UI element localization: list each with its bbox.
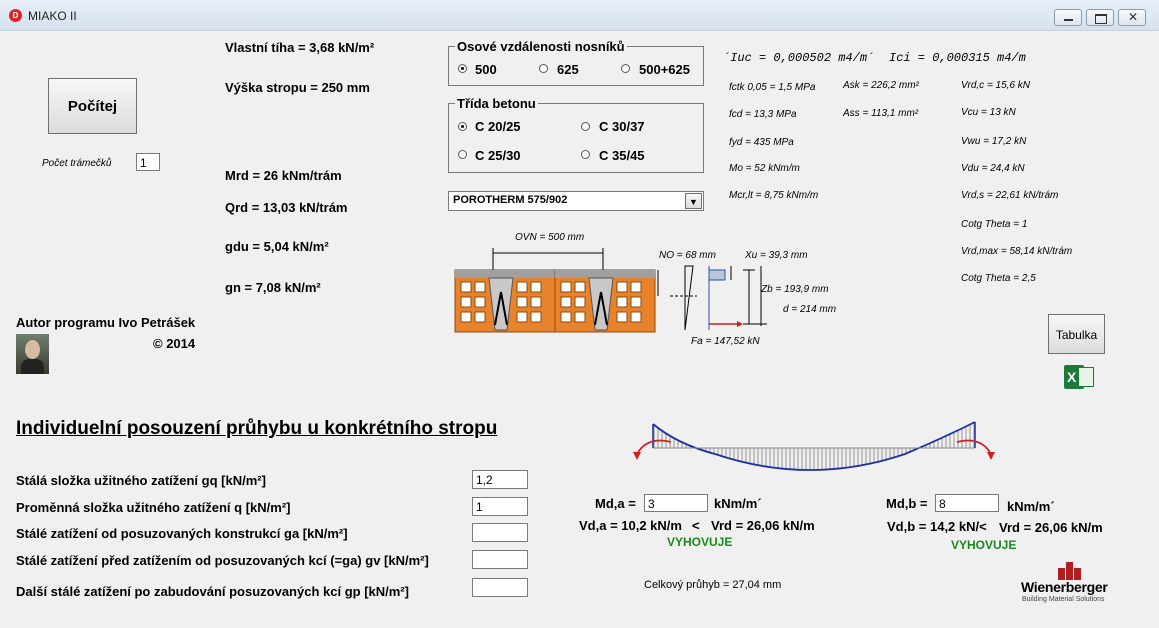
product-select-value: POROTHERM 575/902 (453, 194, 568, 206)
wienerberger-tagline: Building Material Solutions (1022, 596, 1105, 603)
iuc-value: ´Iuc = 0,000502 m4/m´ (723, 51, 875, 65)
deflection-row-label: Stálé zatížení od posuzovaných konstrukcí ga [kN/m²] (16, 526, 348, 541)
d-label: d = 214 mm (783, 304, 837, 315)
close-icon: ✕ (1128, 10, 1139, 24)
xu-label: Xu = 39,3 mm (745, 250, 808, 261)
ovn-label: OVN = 500 mm (515, 232, 585, 243)
deflection-input[interactable]: 1,2 (472, 470, 528, 489)
spacing-radio-500-625[interactable] (621, 64, 630, 73)
deflection-heading: Individuelní posouzení průhybu u konkrétního stropu (16, 418, 498, 439)
vrd-a-value: Vrd = 26,06 kN/m (711, 518, 815, 533)
app-icon: D (9, 9, 22, 22)
gdu-value: gdu = 5,04 kN/m² (225, 239, 329, 254)
param-cotg1: Cotg Theta = 1 (961, 219, 1028, 230)
concrete-radio-c20[interactable] (458, 122, 467, 131)
author-photo (16, 334, 49, 374)
total-deflection: Celkový průhyb = 27,04 mm (644, 579, 782, 591)
param-ass: Ass = 113,1 mm² (843, 108, 919, 119)
chevron-down-icon[interactable]: ▼ (685, 193, 702, 209)
param-vrds: Vrd,s = 22,61 kN/trám (961, 190, 1059, 201)
status-ok-a: VYHOVUJE (667, 535, 733, 549)
concrete-option-c20: C 20/25 (475, 119, 521, 134)
own-weight-value: Vlastní tíha = 3,68 kN/m² (225, 40, 375, 55)
title-bar (0, 0, 1159, 31)
deflection-input[interactable] (472, 578, 528, 597)
excel-icon[interactable]: X (1064, 363, 1096, 391)
maximize-button[interactable] (1086, 9, 1114, 26)
moment-diagram (625, 418, 1005, 486)
ici-value: Ici = 0,000315 m4/m (889, 51, 1026, 65)
product-select[interactable] (448, 191, 704, 211)
vrd-b-value: Vrd = 26,06 kN/m (999, 520, 1103, 535)
param-vrdmax: Vrd,max = 58,14 kN/trám (961, 246, 1073, 257)
qrd-value: Qrd = 13,03 kN/trám (225, 200, 348, 215)
concrete-radio-c30[interactable] (581, 122, 590, 131)
spacing-option-500: 500 (475, 62, 497, 77)
copyright-label: © 2014 (153, 336, 196, 351)
less-than-sign: < (692, 518, 700, 533)
param-mo: Mo = 52 kNm/m (729, 163, 800, 174)
deflection-input[interactable] (472, 550, 528, 569)
param-cotg25: Cotg Theta = 2,5 (961, 273, 1036, 284)
deflection-input[interactable] (472, 523, 528, 542)
no-label: NO = 68 mm (659, 250, 716, 261)
status-ok-b: VYHOVUJE (951, 538, 1017, 552)
param-fcd: fcd = 13,3 MPa (729, 109, 797, 120)
minimize-button[interactable] (1054, 9, 1082, 26)
param-vrdc: Vrd,c = 15,6 kN (961, 80, 1031, 91)
vda-value: Vd,a = 10,2 kN/m (579, 518, 682, 533)
concrete-option-c30: C 30/37 (599, 119, 645, 134)
mrd-value: Mrd = 26 kNm/trám (225, 168, 342, 183)
ceiling-height-value: Výška stropu = 250 mm (225, 80, 370, 95)
spacing-group-title: Osové vzdálenosti nosníků (457, 39, 625, 54)
author-label: Autor programu Ivo Petrášek (16, 315, 196, 330)
param-vcu: Vcu = 13 kN (961, 107, 1016, 118)
deflection-row-label: Stálá složka užitného zatížení gq [kN/m²] (16, 473, 266, 488)
param-mcr: Mcr,lt = 8,75 kNm/m (729, 190, 819, 201)
concrete-radio-c35[interactable] (581, 150, 590, 159)
spacing-radio-500[interactable] (458, 64, 467, 73)
beams-label: Počet trámečků (42, 158, 112, 169)
param-ask: Ask = 226,2 mm² (843, 80, 919, 91)
zb-label: Zb = 193,9 mm (761, 284, 829, 295)
spacing-radio-625[interactable] (539, 64, 548, 73)
param-fyd: fyd = 435 MPa (729, 137, 794, 148)
wienerberger-logo: Wienerberger (1021, 579, 1108, 595)
mda-label: Md,a = (595, 496, 636, 511)
deflection-row-label: Proměnná složka užitného zatížení q [kN/m²] (16, 500, 291, 515)
maximize-icon (1095, 14, 1107, 24)
pocitej-button[interactable]: Počítej (48, 78, 137, 134)
mda-input[interactable]: 3 (644, 494, 708, 512)
gn-value: gn = 7,08 kN/m² (225, 280, 321, 295)
close-button[interactable] (1118, 9, 1146, 26)
mdb-input[interactable]: 8 (935, 494, 999, 512)
vdb-value: Vd,b = 14,2 kN/< (887, 519, 987, 534)
mdb-unit: kNm/m´ (1007, 499, 1055, 514)
wienerberger-logo-mark (1058, 562, 1082, 580)
concrete-option-c35: C 35/45 (599, 148, 645, 163)
param-vwu: Vwu = 17,2 kN (961, 136, 1027, 147)
spacing-option-500-625: 500+625 (639, 62, 690, 77)
deflection-row-label: Další stálé zatížení po zabudování posuzovaných kcí gp [kN/m²] (16, 584, 409, 599)
param-vdu: Vdu = 24,4 kN (961, 163, 1025, 174)
spacing-option-625: 625 (557, 62, 579, 77)
mdb-label: Md,b = (886, 496, 928, 511)
fa-label: Fa = 147,52 kN (691, 336, 760, 347)
deflection-input[interactable]: 1 (472, 497, 528, 516)
brick-left (455, 270, 555, 332)
beams-input[interactable]: 1 (136, 153, 160, 171)
concrete-option-c25: C 25/30 (475, 148, 521, 163)
param-fctk: fctk 0,05 = 1,5 MPa (729, 82, 816, 93)
concrete-radio-c25[interactable] (458, 150, 467, 159)
window-title: MIAKO II (28, 9, 77, 23)
minimize-icon (1064, 19, 1073, 21)
deflection-row-label: Stálé zatížení před zatížením od posuzovaných kcí (=ga) gv [kN/m²] (16, 553, 429, 568)
tabulka-button[interactable]: Tabulka (1048, 314, 1105, 354)
mda-unit: kNm/m´ (714, 496, 762, 511)
brick-right (555, 270, 655, 332)
concrete-group-title: Třída betonu (457, 96, 536, 111)
